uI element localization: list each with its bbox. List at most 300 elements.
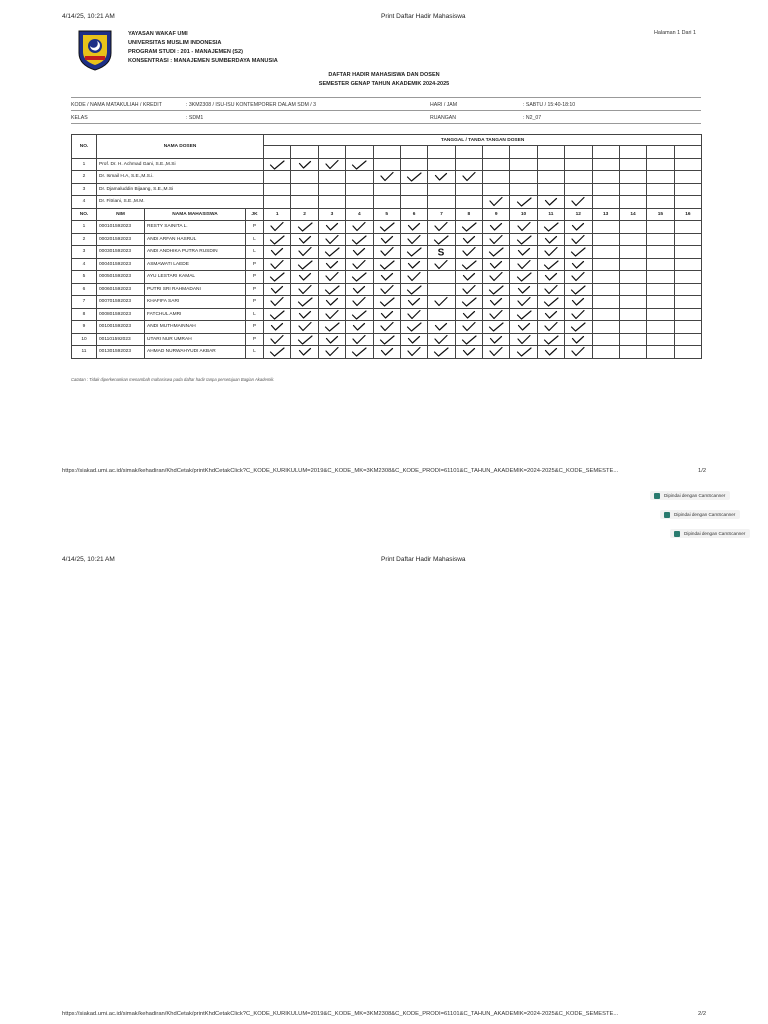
signature-check-icon [461, 259, 477, 270]
camscanner-icon [654, 493, 660, 499]
attendance-cell [346, 233, 373, 246]
dosen-signature-cell [400, 183, 427, 196]
signature-check-icon [433, 346, 449, 357]
dosen-signature-cell [346, 196, 373, 209]
attendance-cell [674, 246, 702, 259]
attendance-cell [318, 296, 345, 309]
signature-check-icon [351, 271, 367, 282]
page-indicator: Halaman 1 Dari 1 [654, 30, 696, 36]
session-number: 6 [400, 208, 427, 221]
attendance-cell [291, 308, 318, 321]
signature-check-icon [516, 309, 532, 320]
signature-check-icon [406, 171, 422, 182]
dosen-signature-cell [291, 171, 318, 184]
attendance-cell [264, 271, 291, 284]
student-name: AYU LESTARI KAMAL [145, 271, 246, 284]
signature-check-icon [570, 221, 586, 232]
attendance-cell [428, 296, 455, 309]
attendance-cell [537, 233, 564, 246]
dosen-name: Dr. Fitriani, S.E.,M.M. [97, 196, 264, 209]
dosen-signature-cell [537, 171, 564, 184]
signature-check-icon [406, 234, 422, 245]
attendance-cell [619, 221, 646, 234]
signature-check-icon [570, 296, 586, 307]
attendance-cell [291, 258, 318, 271]
konsentrasi: KONSENTRASI : MANAJEMEN SUMBERDAYA MANUSIA [128, 58, 278, 64]
student-gender: L [246, 346, 264, 359]
attendance-cell [400, 221, 427, 234]
signature-check-icon [433, 296, 449, 307]
attendance-cell [619, 271, 646, 284]
signature-check-icon [516, 246, 532, 257]
dosen-signature-cell [318, 196, 345, 209]
attendance-cell [483, 271, 510, 284]
attendance-cell [318, 333, 345, 346]
student-row [72, 333, 702, 346]
dosen-signature-cell [291, 196, 318, 209]
student-row [72, 221, 702, 234]
student-gender: L [246, 233, 264, 246]
attendance-cell [318, 246, 345, 259]
attendance-cell [565, 233, 592, 246]
date-cell [619, 146, 646, 159]
student-row [72, 296, 702, 309]
attendance-cell [592, 221, 619, 234]
signature-check-icon [379, 221, 395, 232]
signature-check-icon [324, 321, 340, 332]
student-name: ANDI MUTHMAINNAH [145, 321, 246, 334]
attendance-cell [400, 258, 427, 271]
attendance-cell [674, 221, 702, 234]
signature-check-icon [570, 234, 586, 245]
student-name: FATCHUL AMRI [145, 308, 246, 321]
attendance-cell [455, 321, 482, 334]
meta-divider-bottom [71, 123, 701, 124]
attendance-cell [428, 258, 455, 271]
signature-check-icon [324, 221, 340, 232]
dosen-signature-cell [264, 183, 291, 196]
signature-check-icon [570, 284, 586, 295]
session-number: 3 [318, 208, 345, 221]
signature-check-icon [570, 334, 586, 345]
signature-check-icon [379, 246, 395, 257]
signature-check-icon [324, 259, 340, 270]
course-code-label: KODE / NAMA MATAKULIAH / KREDIT [71, 102, 162, 108]
attendance-cell [428, 246, 455, 259]
dosen-signature-cell [647, 183, 674, 196]
signature-check-icon [570, 196, 586, 207]
attendance-cell [373, 296, 400, 309]
student-header-row [72, 208, 702, 221]
room-label: RUANGAN [430, 115, 456, 121]
attendance-cell [483, 221, 510, 234]
signature-check-icon [570, 271, 586, 282]
dosen-signature-cell [483, 183, 510, 196]
attendance-cell [483, 258, 510, 271]
signature-check-icon [433, 234, 449, 245]
student-no: 7 [72, 296, 97, 309]
signature-check-icon [433, 334, 449, 345]
signature-check-icon [406, 221, 422, 232]
attendance-cell [291, 246, 318, 259]
student-name: ANDI ARFAN HASRUL [145, 233, 246, 246]
attendance-cell [483, 333, 510, 346]
signature-check-icon [406, 309, 422, 320]
signature-check-icon [516, 196, 532, 207]
attendance-cell [373, 271, 400, 284]
signature-check-icon [488, 309, 504, 320]
attendance-cell [455, 246, 482, 259]
signature-check-icon [570, 246, 586, 257]
attendance-cell [346, 258, 373, 271]
signature-check-icon [379, 284, 395, 295]
dosen-signature-cell [647, 158, 674, 171]
attendance-cell [264, 258, 291, 271]
signature-check-icon [406, 321, 422, 332]
dosen-name-header: NAMA DOSEN [97, 135, 264, 159]
attendance-cell [647, 233, 674, 246]
attendance-cell [510, 258, 537, 271]
dosen-signature-cell [264, 158, 291, 171]
attendance-cell [647, 333, 674, 346]
attendance-cell [291, 271, 318, 284]
student-no: 3 [72, 246, 97, 259]
camscanner-icon [664, 512, 670, 518]
sick-mark-icon [434, 246, 448, 257]
dosen-signature-cell [592, 196, 619, 209]
student-name: KHAFIFA SARI [145, 296, 246, 309]
attendance-cell [592, 296, 619, 309]
attendance-cell [346, 221, 373, 234]
signature-check-icon [351, 246, 367, 257]
attendance-cell [483, 246, 510, 259]
signature-check-icon [324, 309, 340, 320]
attendance-cell [674, 333, 702, 346]
attendance-cell [400, 333, 427, 346]
attendance-cell [565, 221, 592, 234]
camscanner-badge-2 [660, 510, 740, 519]
dosen-signature-cell [565, 196, 592, 209]
attendance-cell [455, 346, 482, 359]
dosen-signature-cell [455, 171, 482, 184]
signature-check-icon [406, 246, 422, 257]
attendance-cell [537, 346, 564, 359]
attendance-cell [455, 308, 482, 321]
attendance-cell [619, 346, 646, 359]
attendance-cell [428, 321, 455, 334]
dosen-signature-cell [291, 183, 318, 196]
attendance-cell [565, 321, 592, 334]
attendance-cell [537, 308, 564, 321]
student-gender: L [246, 246, 264, 259]
attendance-cell [674, 271, 702, 284]
attendance-cell [647, 308, 674, 321]
signature-check-icon [297, 321, 313, 332]
dosen-no: 2 [72, 171, 97, 184]
class-label: KELAS [71, 115, 88, 121]
student-no: 6 [72, 283, 97, 296]
signature-check-icon [461, 309, 477, 320]
attendance-cell [537, 283, 564, 296]
dosen-signature-cell [483, 196, 510, 209]
camscanner-label: Dipindai dengan CamScanner [664, 493, 726, 498]
signature-check-icon [570, 309, 586, 320]
signature-check-icon [461, 234, 477, 245]
attendance-cell [647, 296, 674, 309]
date-cell [537, 146, 564, 159]
attendance-cell [592, 233, 619, 246]
signature-check-icon [297, 334, 313, 345]
dosen-row [72, 171, 702, 184]
signature-check-icon [297, 284, 313, 295]
student-nim: 000101592023 [97, 221, 145, 234]
attendance-cell [674, 308, 702, 321]
signature-check-icon [488, 321, 504, 332]
signature-check-icon [406, 296, 422, 307]
student-nim: 000401592023 [97, 258, 145, 271]
attendance-cell [400, 283, 427, 296]
date-cell [291, 146, 318, 159]
date-cell [565, 146, 592, 159]
session-number: 5 [373, 208, 400, 221]
student-row [72, 346, 702, 359]
signature-check-icon [461, 321, 477, 332]
attendance-table [71, 134, 702, 359]
signature-check-icon [543, 221, 559, 232]
student-no: 8 [72, 308, 97, 321]
signature-check-icon [269, 321, 285, 332]
student-nim: 000501592023 [97, 271, 145, 284]
dosen-signature-cell [264, 171, 291, 184]
student-nim: 001301592023 [97, 346, 145, 359]
signature-check-icon [570, 259, 586, 270]
attendance-cell [537, 333, 564, 346]
attendance-cell [510, 283, 537, 296]
signature-check-icon [269, 246, 285, 257]
signature-check-icon [269, 284, 285, 295]
attendance-cell [565, 346, 592, 359]
session-number: 10 [510, 208, 537, 221]
attendance-cell [400, 246, 427, 259]
sick-mark-letter: S [438, 247, 445, 258]
attendance-cell [346, 333, 373, 346]
attendance-cell [264, 246, 291, 259]
attendance-cell [592, 333, 619, 346]
attendance-cell [428, 308, 455, 321]
dosen-row [72, 196, 702, 209]
dosen-signature-cell [510, 183, 537, 196]
attendance-cell [264, 283, 291, 296]
session-number: 1 [264, 208, 291, 221]
attendance-cell [291, 333, 318, 346]
student-gender: P [246, 258, 264, 271]
signature-check-icon [379, 296, 395, 307]
dosen-signature-cell [592, 158, 619, 171]
attendance-cell [510, 333, 537, 346]
student-gender: P [246, 283, 264, 296]
dosen-signature-cell [373, 196, 400, 209]
session-number: 16 [674, 208, 702, 221]
attendance-cell [373, 258, 400, 271]
student-gender: P [246, 271, 264, 284]
dosen-signature-cell [674, 171, 702, 184]
signature-check-icon [516, 221, 532, 232]
signature-check-icon [297, 271, 313, 282]
signature-check-icon [543, 246, 559, 257]
signature-check-icon [543, 196, 559, 207]
signature-check-icon [379, 271, 395, 282]
attendance-cell [318, 258, 345, 271]
attendance-cell [264, 233, 291, 246]
dosen-signature-cell [428, 158, 455, 171]
signature-check-icon [379, 321, 395, 332]
attendance-cell [291, 283, 318, 296]
page2-url[interactable]: https://siakad.umi.ac.id/simak/kehadiran/KhdCetak/printKhdCetakClick?C_KODE_KURIKULUM=2019&C_KODE_MK=3KM2308&C_KODE_PRODI=61101&C_TAHUN_AKADEMIK=2024-2025&C_KODE_SEMESTE... [62, 1011, 619, 1017]
signature-check-icon [297, 234, 313, 245]
session-number: 12 [565, 208, 592, 221]
signature-check-icon [351, 321, 367, 332]
student-no-header: NO. [72, 208, 97, 221]
date-cell [647, 146, 674, 159]
page1-url[interactable]: https://siakad.umi.ac.id/simak/kehadiran/KhdCetak/printKhdCetakClick?C_KODE_KURIKULUM=2019&C_KODE_MK=3KM2308&C_KODE_PRODI=61101&C_TAHUN_AKADEMIK=2024-2025&C_KODE_SEMESTE... [62, 468, 619, 474]
no-header: NO. [72, 135, 97, 159]
signature-check-icon [269, 234, 285, 245]
attendance-cell [400, 308, 427, 321]
dosen-no: 1 [72, 158, 97, 171]
session-number: 4 [346, 208, 373, 221]
attendance-cell [674, 346, 702, 359]
signature-check-icon [461, 171, 477, 182]
attendance-cell [373, 333, 400, 346]
signature-check-icon [461, 334, 477, 345]
signature-check-icon [297, 221, 313, 232]
dosen-signature-cell [455, 196, 482, 209]
attendance-cell [455, 233, 482, 246]
signature-check-icon [433, 221, 449, 232]
dosen-signature-cell [619, 171, 646, 184]
student-nim: 000301592023 [97, 246, 145, 259]
signature-check-icon [269, 271, 285, 282]
attendance-cell [619, 258, 646, 271]
dosen-signature-cell [400, 158, 427, 171]
dosen-signature-cell [647, 196, 674, 209]
page2-datetime: 4/14/25, 10:21 AM [62, 556, 115, 563]
attendance-cell [318, 221, 345, 234]
signature-check-icon [461, 296, 477, 307]
student-name-header: NAMA MAHASISWA [145, 208, 246, 221]
attendance-cell [264, 308, 291, 321]
attendance-cell [619, 246, 646, 259]
date-cell [264, 146, 291, 159]
dosen-signature-cell [510, 158, 537, 171]
attendance-cell [619, 308, 646, 321]
signature-check-icon [516, 321, 532, 332]
attendance-cell [455, 258, 482, 271]
dosen-row [72, 158, 702, 171]
session-number: 2 [291, 208, 318, 221]
signature-check-icon [351, 234, 367, 245]
date-cell [428, 146, 455, 159]
dosen-signature-cell [565, 158, 592, 171]
student-gender: P [246, 221, 264, 234]
signature-check-icon [570, 346, 586, 357]
signature-check-icon [269, 334, 285, 345]
dosen-signature-cell [346, 158, 373, 171]
signature-check-icon [570, 321, 586, 332]
student-row [72, 233, 702, 246]
university-logo [77, 29, 113, 71]
attendance-cell [291, 233, 318, 246]
course-code-value: : 3KM2308 / ISU-ISU KONTEMPORER DALAM SDM / 3 [186, 102, 317, 108]
camscanner-badge-1 [650, 491, 730, 500]
class-value: : SDM1 [186, 115, 204, 121]
date-cell [592, 146, 619, 159]
attendance-cell [373, 308, 400, 321]
signature-check-icon [516, 259, 532, 270]
attendance-cell [346, 321, 373, 334]
attendance-cell [592, 283, 619, 296]
signature-check-icon [406, 284, 422, 295]
session-number: 7 [428, 208, 455, 221]
attendance-cell [428, 233, 455, 246]
dosen-signature-cell [647, 171, 674, 184]
signature-check-icon [324, 346, 340, 357]
student-no: 1 [72, 221, 97, 234]
student-name: ANDI ANDHIKA PUTRA RUSDIN [145, 246, 246, 259]
attendance-cell [346, 283, 373, 296]
print-datetime: 4/14/25, 10:21 AM [62, 13, 115, 20]
day-time-value: : SABTU / 15:40-18:10 [523, 102, 576, 108]
signature-check-icon [516, 271, 532, 282]
attendance-cell [647, 321, 674, 334]
signature-check-icon [543, 346, 559, 357]
signature-check-icon [351, 221, 367, 232]
student-no: 9 [72, 321, 97, 334]
attendance-cell [455, 221, 482, 234]
signature-check-icon [488, 346, 504, 357]
attendance-cell [537, 296, 564, 309]
student-row [72, 308, 702, 321]
signature-check-icon [406, 271, 422, 282]
student-name: AHMAD NURWAHYUDI AKBAR [145, 346, 246, 359]
signature-check-icon [324, 284, 340, 295]
student-nim: 001001592023 [97, 321, 145, 334]
signature-check-icon [543, 334, 559, 345]
dosen-signature-cell [318, 158, 345, 171]
signature-check-icon [406, 346, 422, 357]
attendance-cell [647, 283, 674, 296]
signature-check-icon [351, 346, 367, 357]
attendance-cell [318, 346, 345, 359]
signature-check-icon [351, 259, 367, 270]
attendance-cell [537, 246, 564, 259]
signature-check-icon [461, 221, 477, 232]
signature-check-icon [351, 309, 367, 320]
attendance-cell [455, 333, 482, 346]
date-cell [373, 146, 400, 159]
signature-check-icon [269, 346, 285, 357]
document-subtitle: SEMESTER GENAP TAHUN AKADEMIK 2024-2025 [318, 81, 450, 87]
attendance-cell [483, 233, 510, 246]
attendance-cell [674, 321, 702, 334]
signature-check-icon [324, 334, 340, 345]
attendance-cell [455, 271, 482, 284]
signature-check-icon [324, 246, 340, 257]
signature-check-icon [543, 234, 559, 245]
dosen-signature-cell [537, 196, 564, 209]
signature-check-icon [516, 334, 532, 345]
dosen-signature-cell [318, 171, 345, 184]
